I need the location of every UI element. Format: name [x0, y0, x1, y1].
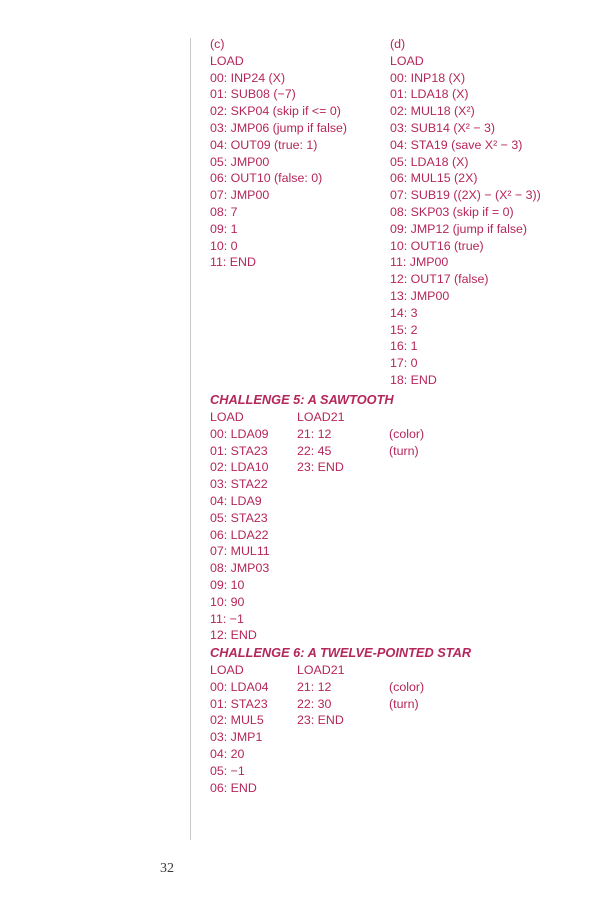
program-d-line: 04: STA19 (save X² − 3)	[390, 137, 523, 152]
challenge-6-notes-column	[389, 679, 424, 713]
challenge-5-line: 07: MUL11	[210, 544, 270, 559]
challenge-6-line: LOAD	[210, 663, 244, 677]
program-d-line: 09: JMP12 (jump if false)	[390, 221, 528, 236]
challenge-5-line: 03: STA22	[210, 477, 268, 492]
program-c-label: (c)	[210, 37, 225, 51]
challenge-5-note-line: (color)	[389, 427, 425, 441]
program-d-line: 08: SKP03 (skip if = 0)	[390, 204, 514, 219]
program-d-line: 18: END	[390, 372, 437, 387]
program-d-line: 16: 1	[390, 339, 418, 354]
challenge-5-line: 05: STA23	[210, 510, 268, 525]
program-c-line: LOAD	[210, 53, 244, 68]
challenge-6-main-column	[210, 662, 269, 796]
challenge-5-main-column	[210, 409, 270, 644]
challenge-6-line: 00: LDA04	[210, 679, 269, 694]
program-d-line: 02: MUL18 (X²)	[390, 104, 475, 119]
challenge-5-line: 09: 10	[210, 577, 245, 592]
program-d	[390, 36, 541, 389]
challenge-5-line: 11: −1	[210, 611, 244, 626]
challenge-5-notes-column	[389, 426, 424, 460]
challenge-5-line: 00: LDA09	[210, 426, 269, 441]
challenge-6	[210, 645, 471, 662]
challenge-6-line: 05: −1	[210, 763, 245, 778]
program-d-line: 06: MUL15 (2X)	[390, 171, 478, 186]
challenge-5-line: 12: END	[210, 628, 257, 643]
program-d-line: 15: 2	[390, 322, 418, 337]
program-d-line: 12: OUT17 (false)	[390, 272, 489, 287]
program-c-line: 06: OUT10 (false: 0)	[210, 171, 323, 186]
challenge-6-heading: CHALLENGE 6: A TWELVE-POINTED STAR	[210, 645, 472, 660]
challenge-5-line: 08: JMP03	[210, 561, 270, 576]
challenge-5-line: LOAD	[210, 410, 244, 424]
page-number: 32	[160, 861, 174, 876]
program-d-line: 13: JMP00	[390, 288, 450, 303]
challenge-6-note-line: (color)	[389, 680, 425, 694]
program-d-line: 07: SUB19 ((2X) − (X² − 3))	[390, 188, 541, 203]
challenge-6-note-line: (turn)	[389, 696, 419, 711]
program-d-line: 03: SUB14 (X² − 3)	[390, 120, 496, 135]
program-d-line: 14: 3	[390, 305, 418, 320]
challenge-5-load21-column	[297, 409, 345, 476]
program-c-line: 05: JMP00	[210, 154, 270, 169]
margin-rule	[190, 38, 191, 840]
challenge-5-line: 06: LDA22	[210, 527, 269, 542]
program-d-lines	[390, 53, 541, 389]
program-d-line: 01: LDA18 (X)	[390, 87, 469, 102]
program-c-lines	[210, 53, 347, 271]
challenge-5-heading: CHALLENGE 5: A SAWTOOTH	[210, 392, 394, 407]
program-d-line: 10: OUT16 (true)	[390, 238, 484, 253]
program-c-line: 07: JMP00	[210, 188, 270, 203]
challenge-5-load21-line: 23: END	[297, 460, 344, 475]
challenge-5	[210, 392, 394, 409]
challenge-5-line: 10: 90	[210, 594, 245, 609]
challenge-6-line: 06: END	[210, 780, 257, 795]
challenge-6-load21-line: 22: 30	[297, 696, 332, 711]
program-d-line: 00: INP18 (X)	[390, 70, 466, 85]
program-c-line: 11: END	[210, 255, 256, 270]
program-c-line: 02: SKP04 (skip if <= 0)	[210, 104, 341, 119]
program-d-label: (d)	[390, 37, 406, 51]
challenge-6-line: 01: STA23	[210, 696, 268, 711]
challenge-6-line: 03: JMP1	[210, 730, 263, 745]
challenge-6-line: 02: MUL5	[210, 713, 264, 728]
challenge-6-line: 04: 20	[210, 746, 245, 761]
program-c-line: 01: SUB08 (−7)	[210, 87, 296, 102]
program-c-line: 08: 7	[210, 204, 238, 219]
challenge-5-line: 02: LDA10	[210, 460, 269, 475]
program-d-line: 11: JMP00	[390, 255, 449, 270]
program-d-line: 17: 0	[390, 356, 418, 371]
challenge-5-load21-line: 22: 45	[297, 443, 332, 458]
challenge-6-load21-line: 21: 12	[297, 679, 332, 694]
program-c	[210, 36, 347, 271]
challenge-5-line: 04: LDA9	[210, 493, 262, 508]
challenge-5-load21-line: 21: 12	[297, 426, 332, 441]
challenge-5-load21-line: LOAD21	[297, 410, 345, 424]
challenge-6-load21-line: LOAD21	[297, 663, 345, 677]
program-d-line: 05: LDA18 (X)	[390, 154, 469, 169]
challenge-6-load21-column	[297, 662, 345, 729]
program-c-line: 03: JMP06 (jump if false)	[210, 120, 348, 135]
program-c-line: 04: OUT09 (true: 1)	[210, 137, 318, 152]
program-d-line: LOAD	[390, 53, 424, 68]
program-c-line: 10: 0	[210, 238, 238, 253]
challenge-5-note-line: (turn)	[389, 443, 419, 458]
program-c-line: 00: INP24 (X)	[210, 70, 286, 85]
program-c-line: 09: 1	[210, 221, 238, 236]
challenge-6-load21-line: 23: END	[297, 713, 344, 728]
challenge-5-line: 01: STA23	[210, 443, 268, 458]
